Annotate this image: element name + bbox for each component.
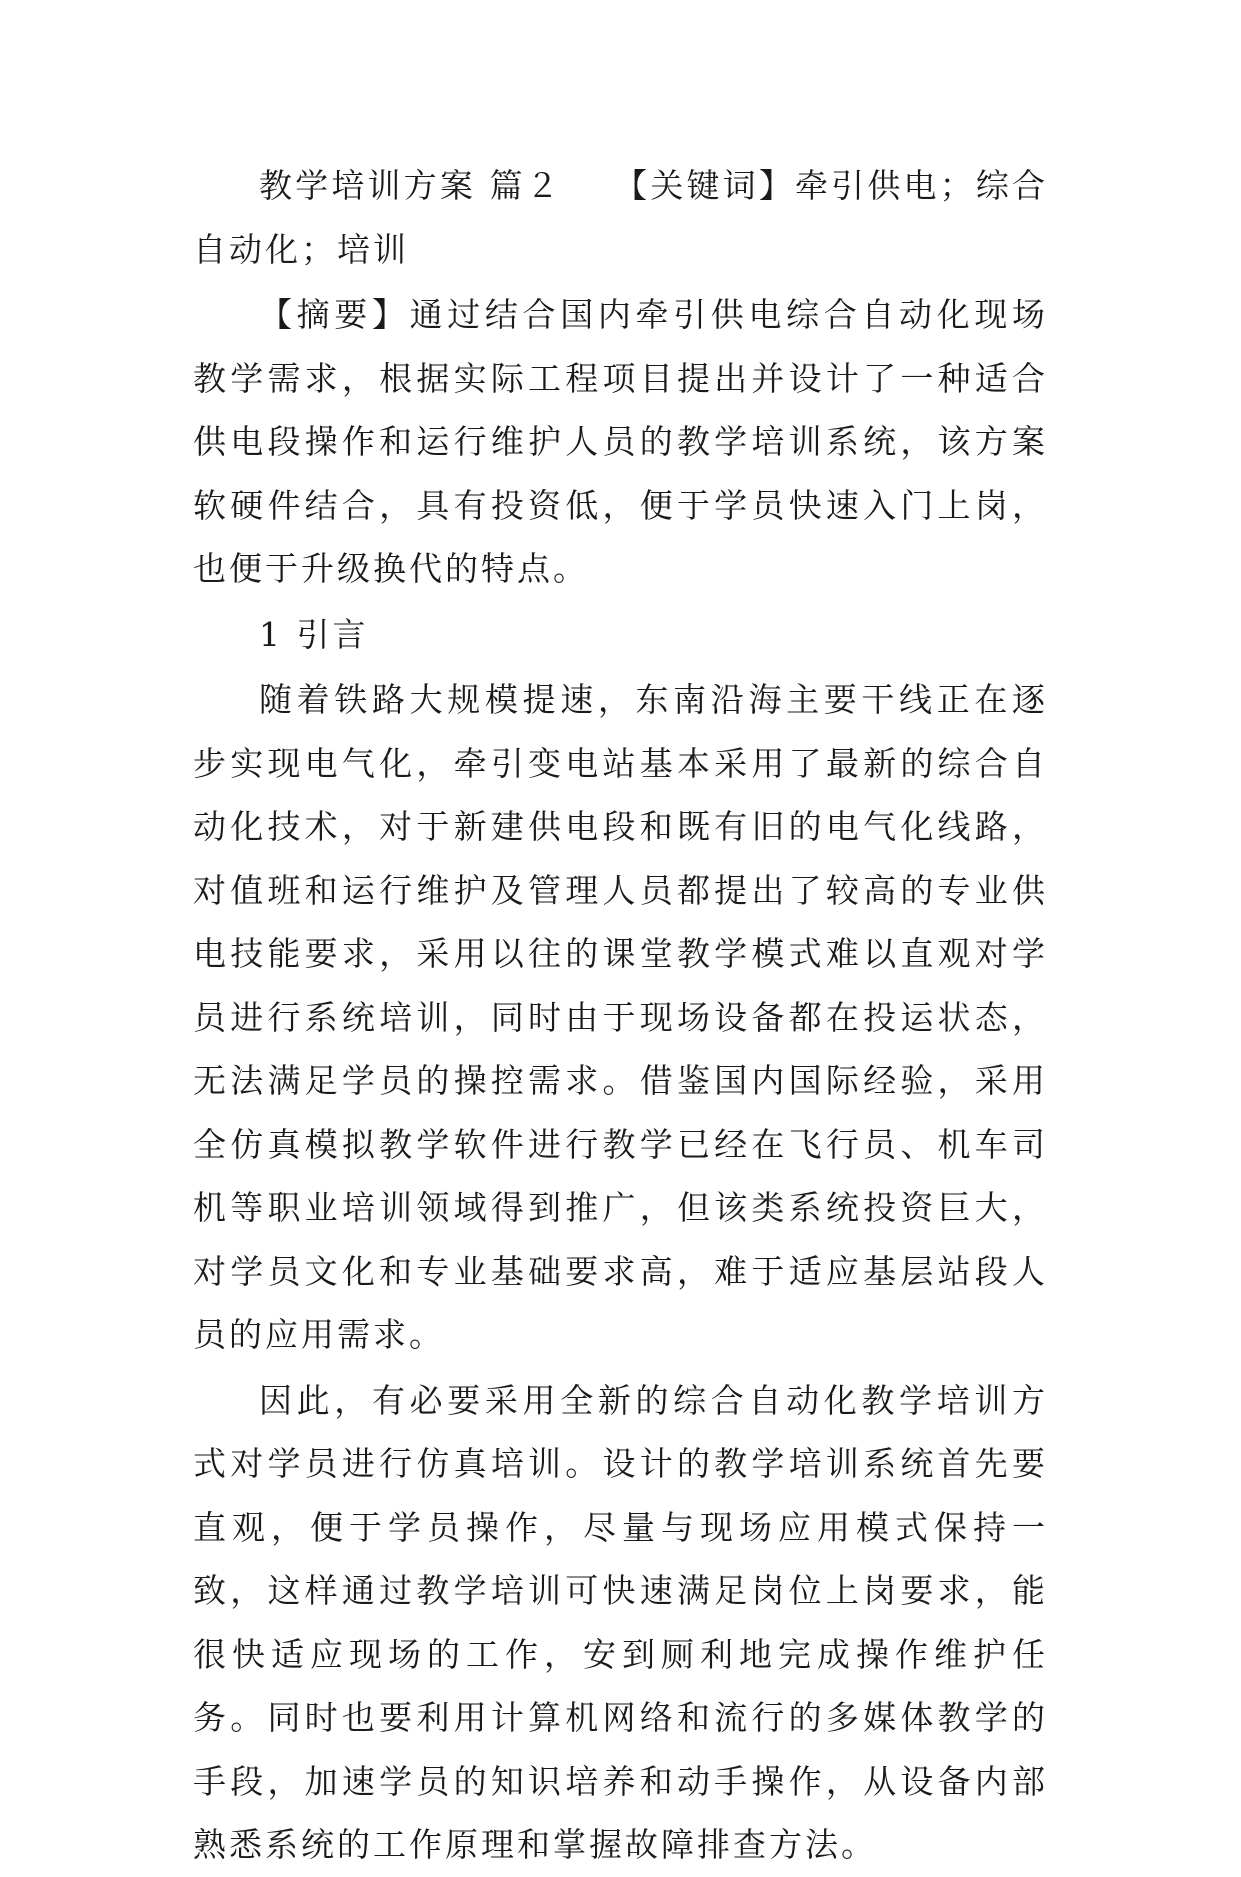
body-paragraph: 因此，有必要采用全新的综合自动化教学培训方式对学员进行仿真培训。设计的教学培训系统首先要直观，便于学员操作，尽量与现场应用模式保持一致，这样通过教学培训可快速满足岗位上岗要求，能很快适应现场的工作，安到厕利地完成操作维护任务。同时也要利用计算机网络和流行的多媒体教学的手段，加速学员的知识培养和动手操作，从设备内部熟悉系统的工作原理和掌握故障排查方法。 xyxy=(193,1380,1048,1864)
section-heading-introduction: 1 引言 xyxy=(259,614,369,654)
heading-line xyxy=(193,154,1048,281)
document-title: 教学培训方案 篇２ xyxy=(259,166,562,205)
body-paragraph: 随着铁路大规模提速，东南沿海主要干线正在逐步实现电气化，牵引变电站基本采用了最新的综合自动化技术，对于新建供电段和既有旧的电气化线路，对值班和运行维护及管理人员都提出了较高的专业供电技能要求，采用以往的课堂教学模式难以直观对学员进行系统培训，同时由于现场设备都在投运状态，无法满足学员的操控需求。借鉴国内国际经验，采用全仿真模拟教学软件进行教学已经在飞行员、机车司机等职业培训领域得到推广，但该类系统投资巨大，对学员文化和专业基础要求高，难于适应基层站段人员的应用需求。 xyxy=(193,680,1048,1354)
document-body xyxy=(193,154,1048,1877)
abstract-paragraph: 【摘要】通过结合国内牵引供电综合自动化现场教学需求，根据实际工程项目提出并设计了一种适合供电段操作和运行维护人员的教学培训系统，该方案软硬件结合，具有投资低，便于学员快速入门上岗，也便于升级换代的特点。 xyxy=(193,295,1048,588)
keywords-text: 【关键词】牵引供电；综合自动化；培训 xyxy=(193,166,1049,269)
